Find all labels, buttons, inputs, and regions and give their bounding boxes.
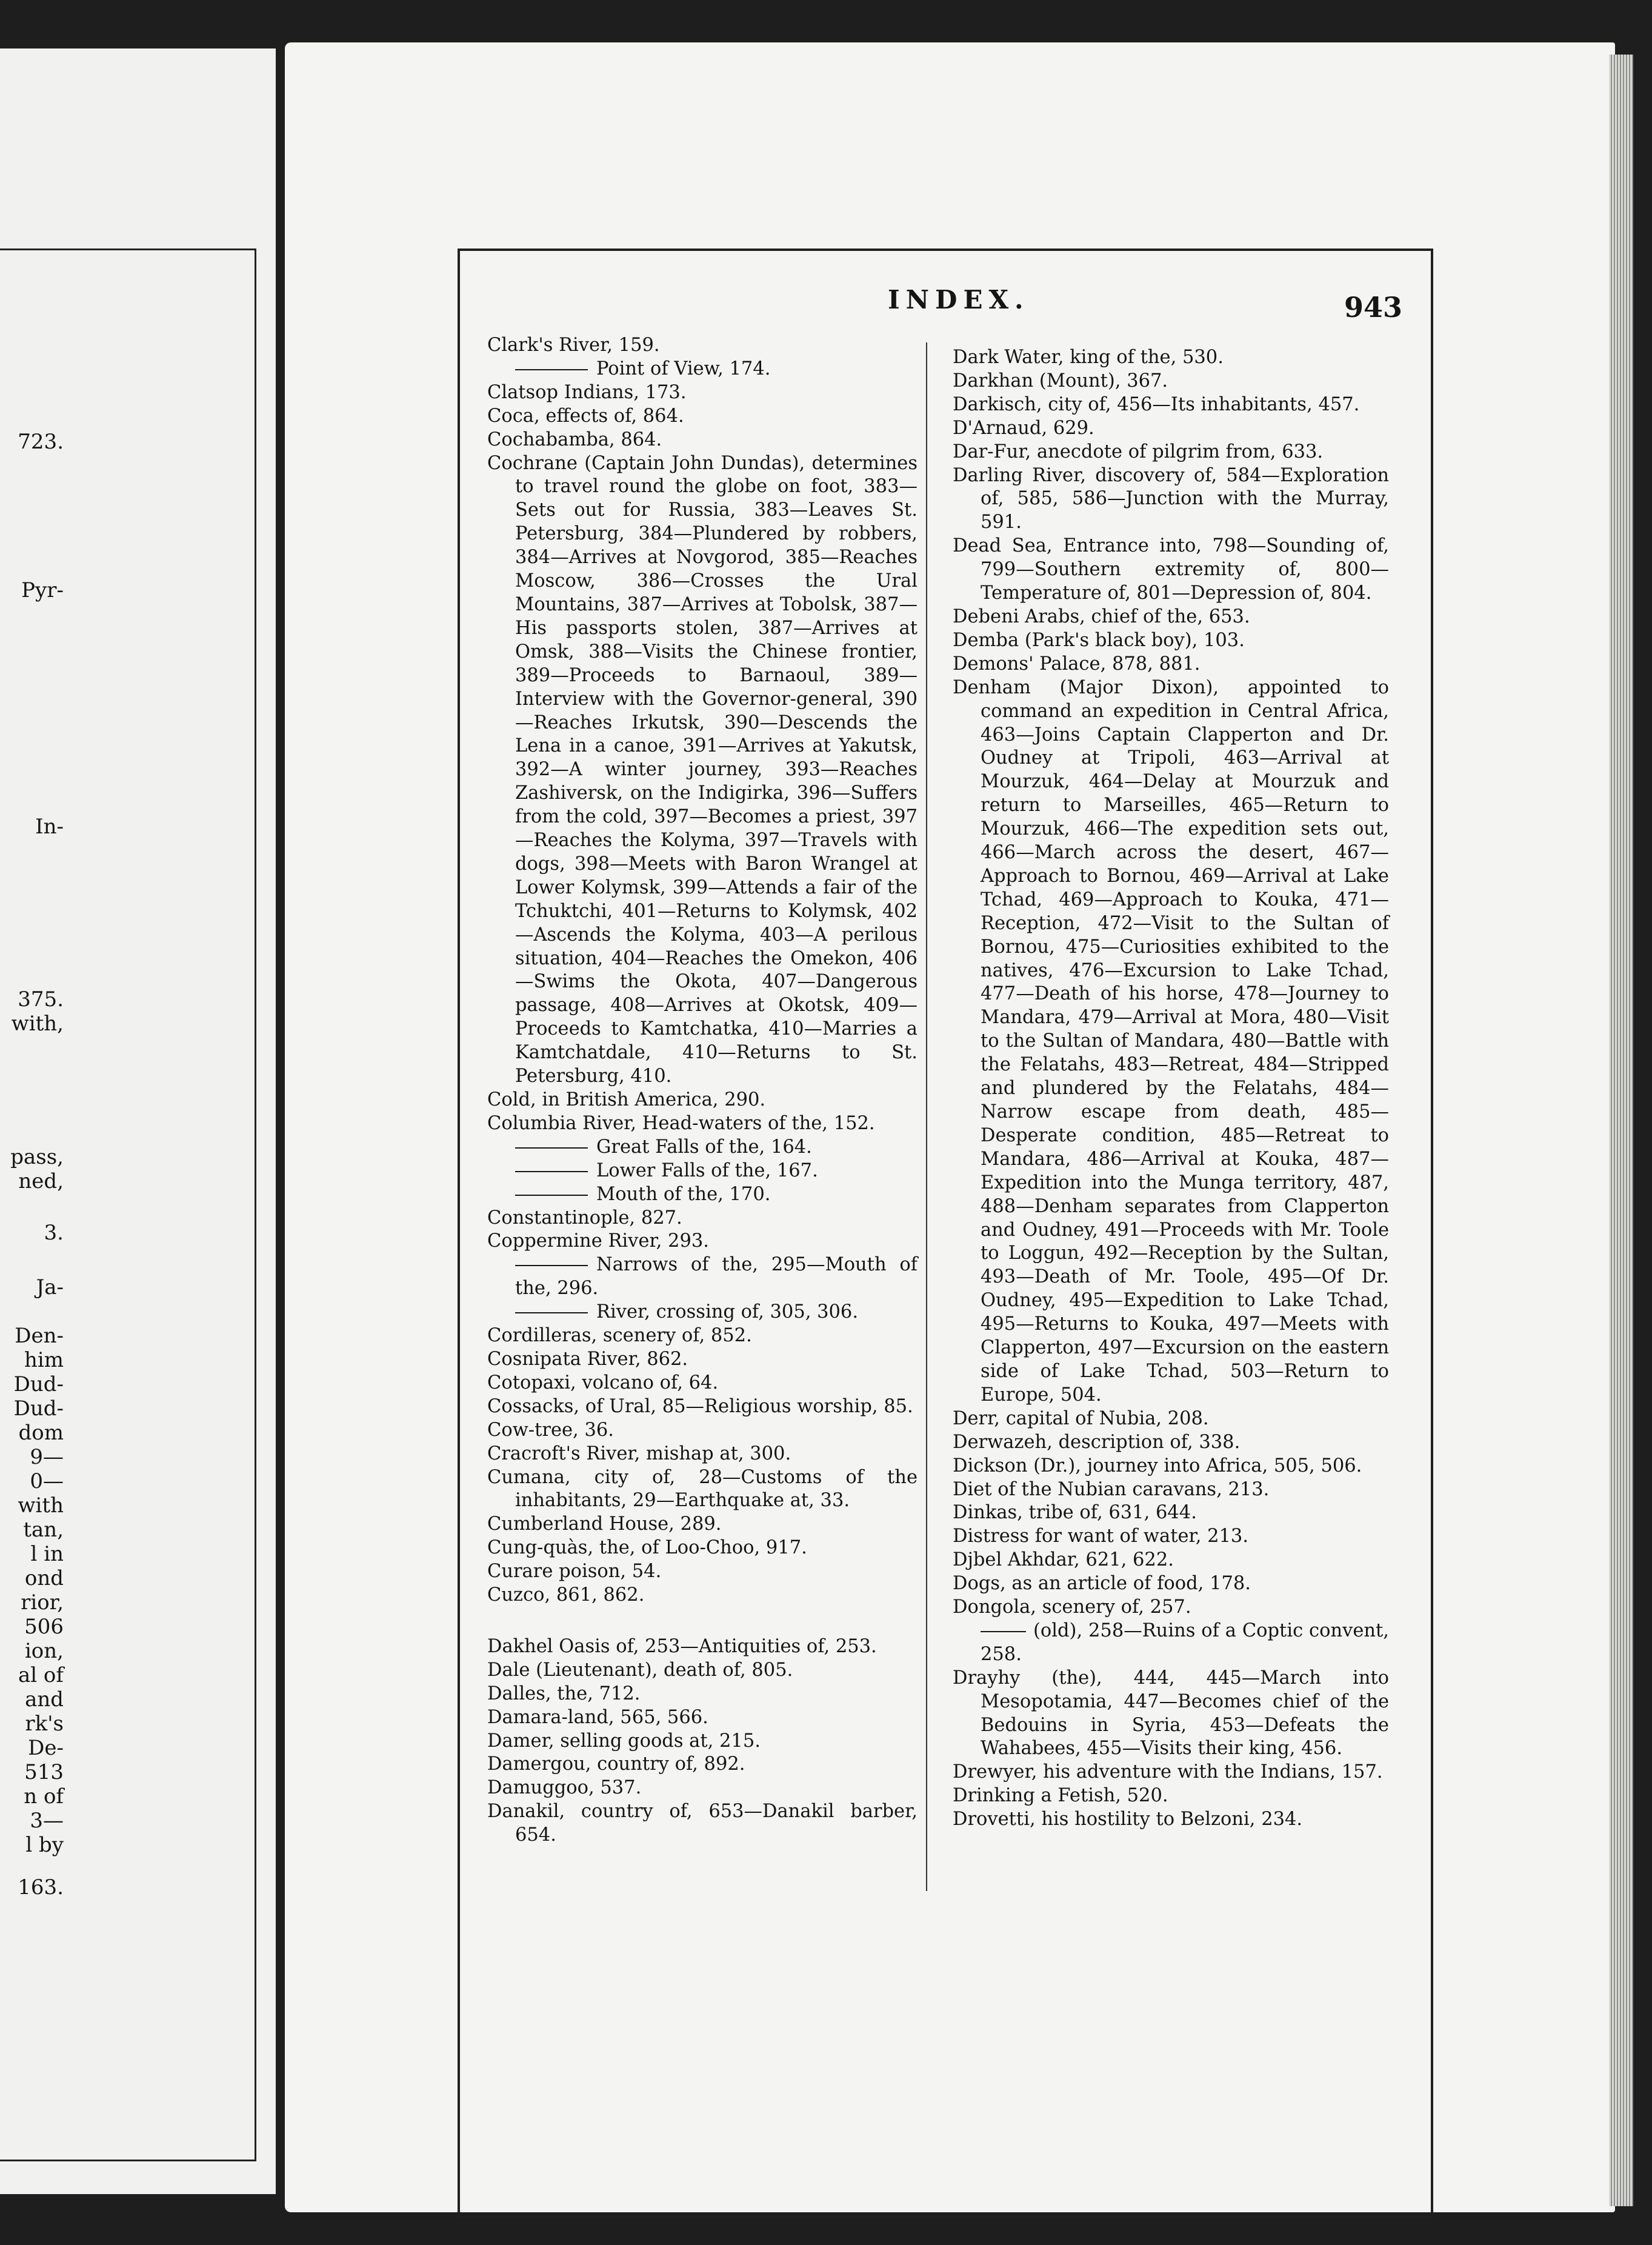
index-entry-text: D'Arnaud, 629. bbox=[953, 417, 1094, 439]
index-entry bbox=[487, 1706, 918, 1730]
index-entry bbox=[487, 405, 918, 429]
index-entry bbox=[487, 381, 918, 405]
index-entry-text: (old), 258—Ruins of a Coptic convent, 258. bbox=[981, 1620, 1389, 1665]
index-entry bbox=[953, 370, 1389, 393]
index-entry bbox=[487, 1301, 918, 1324]
index-entry bbox=[953, 1501, 1389, 1525]
index-entry bbox=[953, 676, 1389, 1407]
left-page-fragment: l in bbox=[30, 1542, 64, 1566]
index-entry-text: Drinking a Fetish, 520. bbox=[953, 1785, 1168, 1807]
index-entry-text: Demba (Park's black boy), 103. bbox=[953, 629, 1245, 651]
index-entry bbox=[487, 429, 918, 452]
index-entry bbox=[953, 1620, 1389, 1667]
left-page-fragment: Ja- bbox=[36, 1275, 64, 1299]
ditto-dash bbox=[515, 369, 588, 370]
left-page-fragment: tan, bbox=[23, 1518, 64, 1542]
index-entry-text: Point of View, 174. bbox=[596, 358, 771, 379]
index-entry bbox=[953, 1455, 1389, 1478]
ditto-dash bbox=[515, 1312, 588, 1313]
left-page-fragment: ond bbox=[24, 1566, 64, 1590]
left-page-fragment: al of bbox=[18, 1663, 64, 1687]
index-entry-text: Columbia River, Head-waters of the, 152. bbox=[487, 1112, 875, 1134]
left-page-fragment: dom bbox=[18, 1421, 64, 1445]
index-entry-text: Drovetti, his hostility to Belzoni, 234. bbox=[953, 1809, 1303, 1830]
index-entry bbox=[487, 1800, 918, 1847]
index-entry-text: Cumberland House, 289. bbox=[487, 1513, 722, 1535]
index-entry-text: Coppermine River, 293. bbox=[487, 1230, 709, 1252]
index-entry-text: Darling River, discovery of, 584—Exploration of, 585, 586—Junction with the Murray, 591. bbox=[953, 464, 1389, 533]
left-page-fragment: rk's bbox=[25, 1712, 64, 1736]
left-page-fragment: rior, bbox=[21, 1590, 64, 1615]
index-entry bbox=[487, 334, 918, 358]
index-entry bbox=[953, 1596, 1389, 1620]
left-page-fragment: ion, bbox=[24, 1639, 64, 1663]
left-page-fragment: Den- bbox=[15, 1324, 64, 1348]
index-entry-text: Danakil, country of, 653—Danakil barber, 654. bbox=[487, 1801, 918, 1846]
index-entry-text: Clatsop Indians, 173. bbox=[487, 381, 687, 403]
index-entry bbox=[953, 535, 1389, 605]
letter-gap bbox=[487, 1607, 918, 1635]
left-page-fragment: Pyr- bbox=[21, 578, 64, 602]
left-page-fragment: 513 bbox=[24, 1760, 64, 1784]
index-entry bbox=[953, 1407, 1389, 1431]
left-page-fragment: 3. bbox=[44, 1221, 64, 1245]
page-number: 943 bbox=[1344, 291, 1403, 324]
index-entry-text: Cossacks, of Ural, 85—Religious worship, 85. bbox=[487, 1395, 913, 1417]
index-entry-text: Cow-tree, 36. bbox=[487, 1419, 614, 1441]
index-entry bbox=[487, 1730, 918, 1753]
index-entry-text: Damara-land, 565, 566. bbox=[487, 1706, 708, 1728]
index-entry bbox=[487, 1159, 918, 1183]
index-entry bbox=[953, 653, 1389, 676]
left-page-fragment: 375. bbox=[18, 987, 64, 1012]
index-entry bbox=[487, 1776, 918, 1800]
ditto-dash bbox=[981, 1631, 1026, 1632]
index-entry-text: Great Falls of the, 164. bbox=[596, 1136, 812, 1158]
left-page-fragment: 3— bbox=[30, 1809, 64, 1833]
left-page-fragment: 9— bbox=[30, 1445, 64, 1469]
left-page-fragment: n of bbox=[24, 1784, 64, 1809]
left-page-fragment: with, bbox=[11, 1012, 64, 1036]
index-entry bbox=[487, 1513, 918, 1536]
index-entry-text: Cochabamba, 864. bbox=[487, 429, 662, 450]
index-entry bbox=[487, 1443, 918, 1466]
left-page-fragment: 723. bbox=[18, 430, 64, 454]
index-entry-text: Debeni Arabs, chief of the, 653. bbox=[953, 605, 1250, 627]
index-entry bbox=[487, 1324, 918, 1348]
index-entry-text: Cuzco, 861, 862. bbox=[487, 1584, 645, 1606]
index-entry-text: Dalles, the, 712. bbox=[487, 1683, 641, 1704]
index-entry-text: Narrows of the, 295—Mouth of the, 296. bbox=[515, 1254, 918, 1299]
index-entry-text: Dogs, as an article of food, 178. bbox=[953, 1573, 1251, 1595]
left-page-fragment: Dud- bbox=[13, 1372, 64, 1396]
index-entry bbox=[487, 1136, 918, 1159]
index-entry bbox=[487, 1348, 918, 1372]
index-entry bbox=[487, 1089, 918, 1112]
index-entry bbox=[953, 1784, 1389, 1808]
index-entry bbox=[487, 1753, 918, 1776]
running-head: INDEX. bbox=[888, 285, 1030, 315]
index-column-right bbox=[953, 346, 1389, 1832]
index-entry-text: Darkhan (Mount), 367. bbox=[953, 370, 1168, 392]
index-column-left bbox=[487, 334, 918, 1847]
index-entry-text: Damer, selling goods at, 215. bbox=[487, 1730, 761, 1752]
left-page-fragment: Dud- bbox=[13, 1396, 64, 1421]
index-entry-text: Distress for want of water, 213. bbox=[953, 1526, 1249, 1547]
index-entry-text: Cold, in British America, 290. bbox=[487, 1089, 766, 1110]
index-entry-text: Coca, effects of, 864. bbox=[487, 405, 684, 427]
left-page-fragment: him bbox=[24, 1348, 64, 1372]
index-entry-text: Cordilleras, scenery of, 852. bbox=[487, 1325, 752, 1347]
index-entry-text: Dar-Fur, anecdote of pilgrim from, 633. bbox=[953, 441, 1324, 462]
index-entry bbox=[953, 1808, 1389, 1832]
index-entry bbox=[953, 393, 1389, 417]
index-entry-text: Dakhel Oasis of, 253—Antiquities of, 253. bbox=[487, 1635, 877, 1657]
index-entry bbox=[953, 1478, 1389, 1502]
ditto-dash bbox=[515, 1195, 588, 1196]
index-entry-text: Dickson (Dr.), journey into Africa, 505, 506. bbox=[953, 1455, 1362, 1476]
left-page-fragment: 163. bbox=[18, 1875, 64, 1900]
index-entry-text: Cung-quàs, the, of Loo-Choo, 917. bbox=[487, 1537, 807, 1559]
left-page-fragment: ned, bbox=[18, 1169, 64, 1193]
index-entry-text: Darkisch, city of, 456—Its inhabitants, 457. bbox=[953, 393, 1360, 415]
index-entry bbox=[487, 1466, 918, 1513]
index-entry bbox=[487, 1683, 918, 1706]
index-entry bbox=[953, 1525, 1389, 1549]
index-entry-text: River, crossing of, 305, 306. bbox=[596, 1301, 859, 1323]
left-page-fragment: pass, bbox=[10, 1145, 64, 1169]
index-entry-text: Cracroft's River, mishap at, 300. bbox=[487, 1443, 791, 1464]
index-entry-text: Drewyer, his adventure with the Indians, 157. bbox=[953, 1761, 1383, 1783]
index-entry-text: Cochrane (Captain John Dundas), determines to travel round the globe on foot, 383—Sets out for Russia, 383—Leaves St. Petersburg, 384—Plundered by robbers, 384—Arrives at Novgorod, 385—Reaches Moscow, 386—Crosses the Ural Mountains, 387—Arrives at Tobolsk, 387—His passports stolen, 387—Arrives at Omsk, 388—Visits the Chinese frontier, 389—Proceeds to Barnaoul, 389—Interview with the Governor-general, 390—Reaches Irkutsk, 390—Descends the Lena in a canoe, 391—Arrives at Yakutsk, 392—A winter journey, 393—Reaches Zashiversk, on the Indigirka, 396—Suffers from the cold, 397—Becomes a priest, 397—Reaches the Kolyma, 397—Travels with dogs, 398—Meets with Baron Wrangel at Lower Kolymsk, 399—Attends a fair of the Tchuktchi, 401—Returns to Kolymsk, 402—Ascends the Kolyma, 403—A perilous situation, 404—Reaches the Omekon, 406—Swims the Okota, 407—Dangerous passage, 408—Arrives at Okotsk, 409—Proceeds to Kamtchatka, 410—Marries a Kamtchatdale, 410—Returns to St. Petersburg, 410. bbox=[487, 452, 918, 1087]
index-entry-text: Cotopaxi, volcano of, 64. bbox=[487, 1372, 719, 1393]
index-entry bbox=[487, 1536, 918, 1560]
index-entry bbox=[953, 1761, 1389, 1784]
index-entry bbox=[953, 605, 1389, 629]
index-entry bbox=[487, 1635, 918, 1659]
ditto-dash bbox=[515, 1265, 588, 1266]
left-page-fragment: 0— bbox=[30, 1469, 64, 1493]
index-entry-text: Djbel Akhdar, 621, 622. bbox=[953, 1549, 1174, 1571]
index-entry-text: Constantinople, 827. bbox=[487, 1207, 682, 1229]
left-page-fragment: In- bbox=[35, 815, 64, 839]
left-page-fragment: De- bbox=[28, 1736, 64, 1760]
index-entry bbox=[953, 1572, 1389, 1596]
left-page-fragment: l by bbox=[25, 1833, 64, 1857]
index-entry bbox=[953, 441, 1389, 464]
index-entry bbox=[953, 1549, 1389, 1572]
index-entry-text: Lower Falls of the, 167. bbox=[596, 1159, 818, 1181]
index-entry bbox=[953, 629, 1389, 653]
index-entry bbox=[953, 417, 1389, 441]
index-entry bbox=[487, 1395, 918, 1419]
index-entry-text: Denham (Major Dixon), appointed to command an expedition in Central Africa, 463—Joins Captain Clapperton and Dr. Oudney at Tripoli, 463—Arrival at Mourzuk, 464—Delay at Mourzuk and return to Marseilles, 465—Return to Mourzuk, 466—The expedition sets out, 466—March across the desert, 467—Approach to Bornou, 469—Arrival at Lake Tchad, 469—Approach to Kouka, 471—Reception, 472—Visit to the Sultan of Bornou, 475—Curiosities exhibited to the natives, 476—Excursion to Lake Tchad, 477—Death of his horse, 478—Journey to Mandara, 479—Arrival at Mora, 480—Visit to the Sultan of Mandara, 480—Battle with the Felatahs, 483—Retreat, 484—Stripped and plundered by the Felatahs, 484—Narrow escape from death, 485—Desperate condition, 485—Retreat to Mandara, 486—Arrival at Kouka, 487—Expedition into the Munga territory, 487, 488—Denham separates from Clapperton and Oudney, 491—Proceeds with Mr. Toole to Loggun, 492—Reception by the Sultan, 493—Death of Mr. Toole, 495—Of Dr. Oudney, 495—Expedition to Lake Tchad, 495—Returns to Kouka, 497—Meets with Clapperton, 497—Excursion on the eastern side of Lake Tchad, 503—Return to Europe, 504. bbox=[953, 676, 1389, 1406]
ditto-dash bbox=[515, 1147, 588, 1149]
index-entry bbox=[487, 1372, 918, 1395]
left-page-fragment: 506 bbox=[24, 1615, 64, 1639]
index-entry bbox=[487, 1584, 918, 1607]
index-entry-text: Dongola, scenery of, 257. bbox=[953, 1596, 1191, 1618]
ditto-dash bbox=[515, 1171, 588, 1172]
index-entry-text: Mouth of the, 170. bbox=[596, 1183, 771, 1205]
index-entry-text: Dinkas, tribe of, 631, 644. bbox=[953, 1502, 1197, 1524]
column-rule bbox=[926, 342, 927, 1891]
index-entry bbox=[487, 452, 918, 1089]
index-entry-text: Drayhy (the), 444, 445—March into Mesopotamia, 447—Becomes chief of the Bedouins in Syria, 453—Defeats the Wahabees, 455—Visits their king, 456. bbox=[953, 1667, 1389, 1760]
index-entry bbox=[487, 1253, 918, 1301]
left-page-fragment: with bbox=[18, 1493, 64, 1518]
index-entry bbox=[953, 1431, 1389, 1455]
index-entry bbox=[487, 1659, 918, 1683]
index-entry bbox=[953, 1667, 1389, 1761]
left-page-fragment: and bbox=[25, 1687, 64, 1712]
index-entry-text: Dale (Lieutenant), death of, 805. bbox=[487, 1659, 793, 1681]
index-entry bbox=[487, 1207, 918, 1230]
index-entry-text: Damuggoo, 537. bbox=[487, 1777, 642, 1799]
index-entry-text: Derwazeh, description of, 338. bbox=[953, 1431, 1241, 1453]
index-entry-text: Dark Water, king of the, 530. bbox=[953, 347, 1224, 368]
index-entry-text: Cosnipata River, 862. bbox=[487, 1348, 688, 1370]
index-entry bbox=[487, 1419, 918, 1443]
index-entry-text: Cumana, city of, 28—Customs of the inhabitants, 29—Earthquake at, 33. bbox=[487, 1466, 918, 1512]
page-edge bbox=[1609, 55, 1633, 2206]
index-entry-text: Derr, capital of Nubia, 208. bbox=[953, 1407, 1209, 1429]
index-entry-text: Curare poison, 54. bbox=[487, 1561, 662, 1583]
index-entry-text: Diet of the Nubian caravans, 213. bbox=[953, 1478, 1270, 1500]
index-entry bbox=[487, 1112, 918, 1136]
index-entry bbox=[487, 1560, 918, 1584]
index-entry bbox=[487, 1183, 918, 1207]
index-entry-text: Damergou, country of, 892. bbox=[487, 1753, 745, 1775]
index-entry bbox=[487, 1230, 918, 1253]
index-entry bbox=[953, 346, 1389, 370]
index-entry bbox=[487, 358, 918, 381]
index-entry-text: Demons' Palace, 878, 881. bbox=[953, 653, 1201, 675]
index-entry-text: Dead Sea, Entrance into, 798—Sounding of, 799—Southern extremity of, 800—Temperature of, 801—Depression of, 804. bbox=[953, 535, 1389, 604]
left-page bbox=[0, 48, 276, 2194]
index-entry bbox=[953, 464, 1389, 535]
left-page-frame bbox=[0, 249, 256, 2161]
index-entry-text: Clark's River, 159. bbox=[487, 335, 660, 356]
